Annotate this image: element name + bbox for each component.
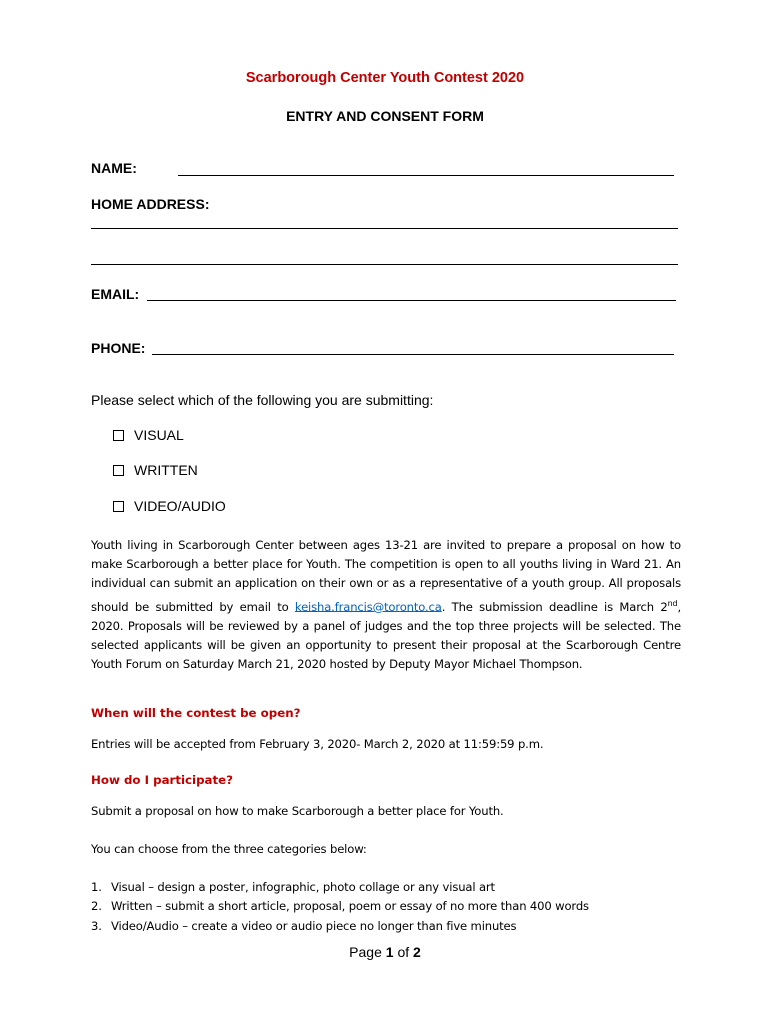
answer-contest-open: Entries will be accepted from February 3, 2020- March 2, 2020 at 11:59:59 p.m. (91, 737, 544, 751)
intro-paragraph (91, 536, 681, 674)
list-item-text: Video/Audio – create a video or audio piece no longer than five minutes (111, 918, 517, 933)
footer-page-total: 2 (413, 944, 421, 960)
form-subtitle: ENTRY AND CONSENT FORM (286, 108, 484, 124)
footer-of-word: of (397, 944, 410, 960)
name-field[interactable] (178, 175, 674, 176)
home-address-field-line-1[interactable] (91, 228, 678, 229)
question-how-participate: How do I participate? (91, 773, 233, 787)
footer-page-number: 1 (385, 944, 394, 960)
categories-intro: You can choose from the three categories below: (91, 842, 367, 856)
option-video-audio[interactable] (113, 498, 226, 514)
home-address-field-line-2[interactable] (91, 264, 678, 265)
checkbox-video-audio[interactable] (113, 501, 124, 512)
list-item-text: Visual – design a poster, infographic, photo collage or any visual art (111, 880, 495, 894)
deadline-superscript: nd (667, 598, 678, 608)
list-item (91, 897, 589, 916)
option-written[interactable] (113, 462, 198, 478)
email-field[interactable] (147, 300, 676, 301)
email-label: EMAIL: (91, 286, 140, 302)
phone-label: PHONE: (91, 340, 146, 356)
option-visual-label: VISUAL (134, 427, 184, 443)
categories-list (91, 878, 589, 936)
option-visual[interactable] (113, 427, 184, 443)
list-item (91, 878, 589, 897)
intro-text-3: , 2020. Proposals will be reviewed by a panel of judges and the top three projects will be selected. The selected applicants will be given an opportunity to present their proposal at the Scarborough Centre Youth Forum on Saturday March 21, 2020 hosted by Deputy Mayor Michael Thompson. (91, 599, 681, 672)
intro-text-2: . The submission deadline is March 2 (441, 599, 668, 614)
answer-how-participate: Submit a proposal on how to make Scarborough a better place for Youth. (91, 804, 504, 818)
question-contest-open: When will the contest be open? (91, 706, 301, 720)
list-item-number: 1. (91, 880, 102, 894)
submission-prompt: Please select which of the following you are submitting: (91, 392, 434, 408)
phone-field[interactable] (152, 354, 674, 355)
list-item-text: Written – submit a short article, proposal, poem or essay of no more than 400 words (111, 899, 589, 914)
checkbox-written[interactable] (113, 465, 124, 476)
option-written-label: WRITTEN (134, 462, 198, 478)
home-address-label: HOME ADDRESS: (91, 196, 210, 212)
footer-page-word: Page (349, 944, 382, 960)
page-footer (0, 944, 770, 960)
name-label: NAME: (91, 160, 137, 176)
list-item (91, 917, 589, 936)
intro-text-1: Youth living in Scarborough Center between ages 13-21 are invited to prepare a proposal on how to make Scarborough a better place for Youth. The competition is open to all youths living in Ward 21. An individual can submit an application on their own or as a representative of a youth group. All proposals should be submitted by email to (91, 538, 681, 614)
list-item-number: 2. (91, 899, 102, 914)
form-title: Scarborough Center Youth Contest 2020 (245, 70, 525, 86)
list-item-number: 3. (91, 918, 102, 933)
option-video-audio-label: VIDEO/AUDIO (134, 498, 226, 514)
checkbox-visual[interactable] (113, 430, 124, 441)
contact-email-link[interactable]: keisha.francis@toronto.ca (294, 599, 442, 614)
